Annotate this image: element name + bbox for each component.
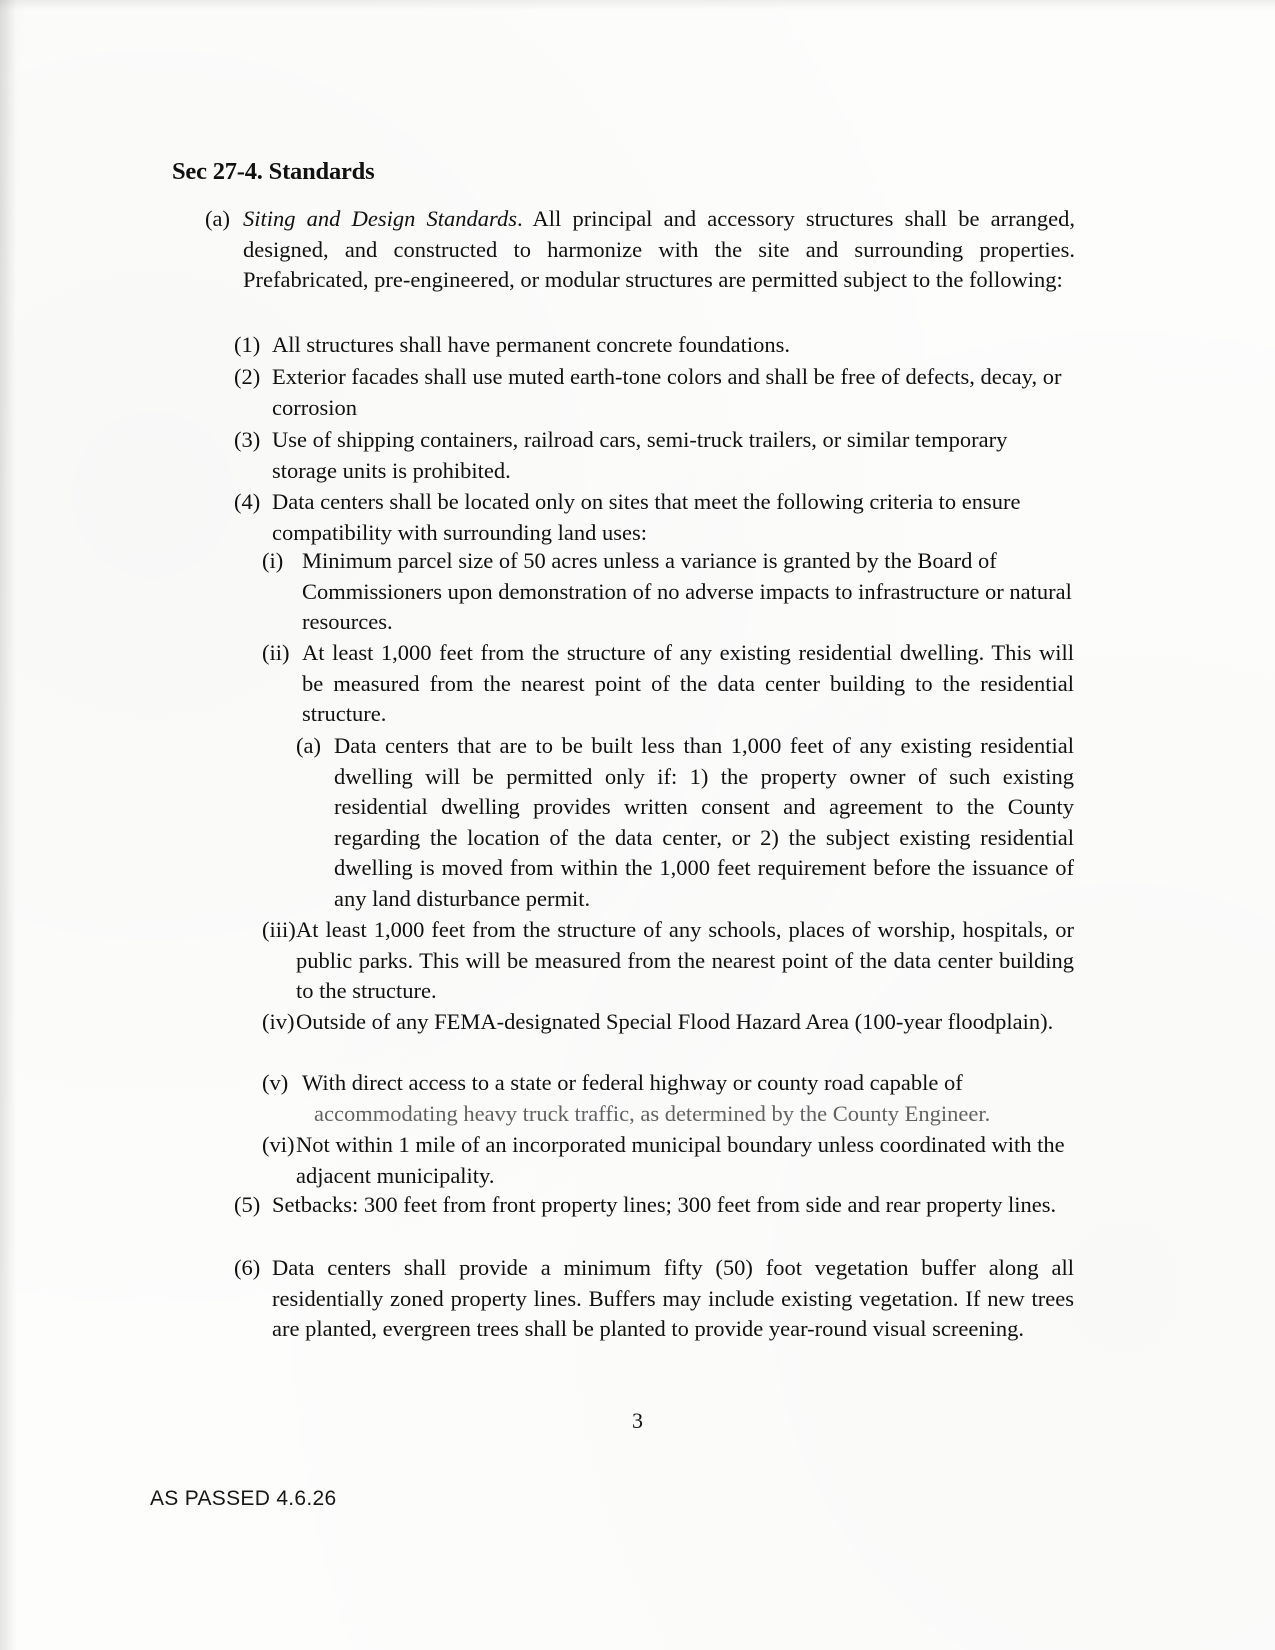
as-passed-stamp: AS PASSED 4.6.26 bbox=[150, 1487, 337, 1510]
list-item-1-text: All structures shall have permanent concrete foundations. bbox=[272, 332, 790, 357]
criteria-item-v-line-1: With direct access to a state or federal highway or county road capable of bbox=[302, 1070, 963, 1095]
page-number: 3 bbox=[632, 1408, 643, 1433]
criteria-item-i-text: Minimum parcel size of 50 acres unless a variance is granted by the Board of Commissioners upon demonstration of no adverse impacts to infrastructure or natural resources. bbox=[302, 548, 1072, 634]
criteria-item-vi bbox=[262, 1130, 1074, 1191]
criteria-item-i bbox=[262, 546, 1074, 638]
criteria-item-iii-marker: (iii) bbox=[262, 917, 296, 942]
subclause-a-text: Data centers that are to be built less than 1,000 feet of any existing residential dwelling will be permitted only if: 1) the property owner of such existing residential dwelling provides written consent and agreement to the County regarding the location of the data center, or 2) the subject existing residential dwelling is moved from within the 1,000 feet requirement before the issuance of any land disturbance permit. bbox=[334, 733, 1074, 911]
list-item-3-text: Use of shipping containers, railroad cars, semi-truck trailers, or similar temporary storage units is prohibited. bbox=[272, 427, 1008, 483]
list-item-4 bbox=[234, 487, 1074, 548]
criteria-item-iv-marker: (iv) bbox=[262, 1009, 295, 1034]
criteria-item-ii bbox=[262, 638, 1074, 730]
criteria-item-vi-text: Not within 1 mile of an incorporated municipal boundary unless coordinated with the adjacent municipality. bbox=[296, 1132, 1065, 1188]
list-item-5-marker: (5) bbox=[234, 1192, 261, 1217]
list-item-4-text: Data centers shall be located only on sites that meet the following criteria to ensure compatibility with surrounding land uses: bbox=[272, 489, 1021, 545]
page-title: Sec 27-4. Standards bbox=[172, 158, 375, 185]
subclause-a bbox=[296, 731, 1074, 914]
list-item-5-text: Setbacks: 300 feet from front property lines; 300 feet from side and rear property lines. bbox=[272, 1192, 1057, 1217]
criteria-item-iv bbox=[262, 1007, 1074, 1038]
list-item-6 bbox=[234, 1253, 1074, 1345]
clause-a-body: . All principal and accessory structures shall be arranged, designed, and constructed to harmonize with the site and surrounding properties. Prefabricated, pre-engineered, or modular structures are permitted subject to the following: bbox=[243, 206, 1075, 292]
clause-a bbox=[205, 204, 1075, 296]
criteria-item-iii-text: At least 1,000 feet from the structure of any schools, places of worship, hospitals, or public parks. This will be measured from the nearest point of the data center building to the structure. bbox=[296, 917, 1074, 1003]
list-item-2 bbox=[234, 362, 1074, 423]
list-item-3-marker: (3) bbox=[234, 427, 261, 452]
criteria-item-ii-marker: (ii) bbox=[262, 640, 290, 665]
list-item-6-text: Data centers shall provide a minimum fifty (50) foot vegetation buffer along all residentially zoned property lines. Buffers may include existing vegetation. If new trees are planted, evergreen trees shall be planted to provide year-round visual screening. bbox=[272, 1255, 1074, 1341]
list-item-2-text: Exterior facades shall use muted earth-tone colors and shall be free of defects, decay, or corrosion bbox=[272, 364, 1062, 420]
criteria-item-iii bbox=[262, 915, 1074, 1007]
criteria-item-iv-text: Outside of any FEMA-designated Special Flood Hazard Area (100-year floodplain). bbox=[296, 1009, 1054, 1034]
subclause-a-marker: (a) bbox=[296, 733, 321, 758]
clause-a-text bbox=[243, 204, 1075, 296]
criteria-item-v-text bbox=[302, 1068, 1074, 1129]
criteria-item-v bbox=[262, 1068, 1074, 1129]
criteria-item-vi-marker: (vi) bbox=[262, 1132, 295, 1157]
criteria-item-i-marker: (i) bbox=[262, 548, 284, 573]
clause-a-italic-title: Siting and Design Standards bbox=[243, 206, 517, 231]
list-item-6-marker: (6) bbox=[234, 1255, 261, 1280]
list-item-5 bbox=[234, 1190, 1074, 1221]
criteria-item-ii-text: At least 1,000 feet from the structure of any existing residential dwelling. This will be measured from the nearest point of the data center building to the residential structure. bbox=[302, 640, 1074, 726]
list-item-1-marker: (1) bbox=[234, 332, 261, 357]
criteria-item-v-line-2-faded: accommodating heavy truck traffic, as determined by the County Engineer. bbox=[314, 1100, 991, 1126]
criteria-item-v-marker: (v) bbox=[262, 1070, 289, 1095]
list-item-4-marker: (4) bbox=[234, 489, 261, 514]
list-item-3 bbox=[234, 425, 1074, 486]
clause-a-marker: (a) bbox=[205, 206, 230, 231]
list-item-2-marker: (2) bbox=[234, 364, 261, 389]
list-item-1 bbox=[234, 330, 1074, 361]
